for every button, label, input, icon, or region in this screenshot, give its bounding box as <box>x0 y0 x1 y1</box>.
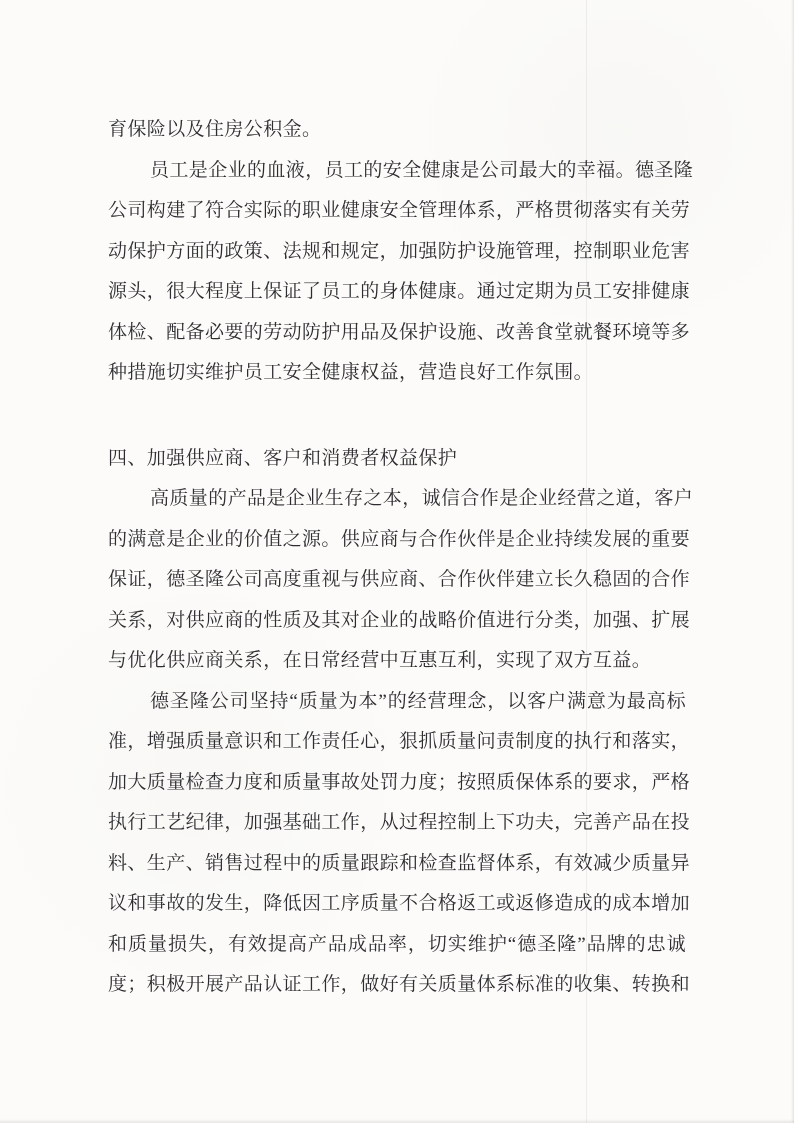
text-line: 体检、配备必要的劳动防护用品及保护设施、改善食堂就餐环境等多 <box>108 321 691 343</box>
text-line: 员工是企业的血液，员工的安全健康是公司最大的幸福。德圣隆 <box>150 159 694 181</box>
section-gap <box>108 394 686 439</box>
text-line: 度；积极开展产品认证工作，做好有关质量体系标准的收集、转换和 <box>108 974 691 995</box>
text-line: 的满意是企业的价值之源。供应商与合作伙伴是企业持续发展的重要 <box>108 528 691 550</box>
document-body <box>108 110 694 1006</box>
text-line: 与优化供应商关系，在日常经营中互惠互利，实现了双方互益。 <box>108 650 652 671</box>
text-line: 德圣隆公司坚持“质量为本”的经营理念，以客户满意为最高标 <box>150 690 686 712</box>
text-line: 种措施切实维护员工安全健康权益，营造良好工作氛围。 <box>108 362 594 383</box>
section-heading: 四、加强供应商、客户和消费者权益保护 <box>108 447 458 469</box>
text-line: 育保险以及住房公积金。 <box>108 119 322 140</box>
text-line: 和质量损失，有效提高产品成品率，切实维护“德圣隆”品牌的忠诚 <box>108 933 686 955</box>
text-line: 动保护方面的政策、法规和规定，加强防护设施管理，控制职业危害 <box>108 240 691 262</box>
text-line: 关系，对供应商的性质及其对企业的战略价值进行分类，加强、扩展 <box>108 609 691 631</box>
text-line: 高质量的产品是企业生存之本，诚信合作是企业经营之道，客户 <box>150 488 694 509</box>
text-line: 料、生产、销售过程中的质量跟踪和检查监督体系，有效减少质量异 <box>108 852 691 874</box>
text-line: 源头，很大程度上保证了员工的身体健康。通过定期为员工安排健康 <box>108 281 691 302</box>
text-line: 公司构建了符合实际的职业健康安全管理体系，严格贯彻落实有关劳 <box>108 200 691 221</box>
text-line: 保证，德圣隆公司高度重视与供应商、合作伙伴建立长久稳固的合作 <box>108 569 691 590</box>
text-line: 加大质量检查力度和质量事故处罚力度；按照质保体系的要求，严格 <box>108 771 691 793</box>
text-line: 执行工艺纪律，加强基础工作，从过程控制上下功夫，完善产品在投 <box>108 812 691 833</box>
text-line: 议和事故的发生，降低因工序质量不合格返工或返修造成的成本增加 <box>108 893 691 914</box>
page-edge-shadow-bottom <box>0 1119 794 1123</box>
text-line: 准，增强质量意识和工作责任心，狠抓质量问责制度的执行和落实， <box>108 731 691 752</box>
